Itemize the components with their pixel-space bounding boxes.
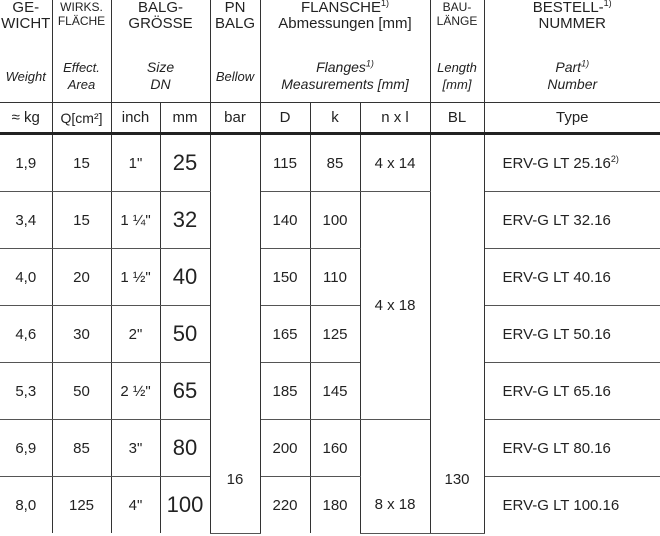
header-row-german [0,0,660,50]
dn-cell: 25 [160,134,210,192]
weight-cell: 8,0 [0,477,52,534]
inch-cell: 4" [111,477,160,534]
unit-bl: BL [430,103,484,134]
type-cell: ERV-G LT 32.16 [484,192,660,249]
k-cell: 85 [310,134,360,192]
unit-d: D [260,103,310,134]
unit-k: k [310,103,360,134]
area-cell: 15 [52,192,111,249]
dn-cell: 40 [160,249,210,306]
unit-nxl: n x l [360,103,430,134]
type-cell: ERV-G LT 100.16 [484,477,660,534]
area-cell: 50 [52,363,111,420]
table-row [0,477,660,534]
area-header: WIRKS. FLÄCHE [52,0,111,50]
type-cell: ERV-G LT 80.16 [484,420,660,477]
weight-cell: 3,4 [0,192,52,249]
table-row [0,306,660,363]
inch-cell: 2" [111,306,160,363]
area-cell: 85 [52,420,111,477]
unit-weight: ≈ kg [0,103,52,134]
table-row [0,363,660,420]
weight-cell: 5,3 [0,363,52,420]
k-cell: 100 [310,192,360,249]
inch-cell: 1 ½" [111,249,160,306]
inch-cell: 3" [111,420,160,477]
flanges-header-en: Flanges$^{1)}$ Measurements [mm] [260,50,430,103]
d-cell: 200 [260,420,310,477]
dn-cell: 80 [160,420,210,477]
weight-cell: 4,0 [0,249,52,306]
weight-cell: 1,9 [0,134,52,192]
k-cell: 160 [310,420,360,477]
table-row [0,134,660,192]
d-cell: 115 [260,134,310,192]
pn-header: PN BALG [210,0,260,50]
unit-type: Type [484,103,660,134]
k-cell: 145 [310,363,360,420]
pn-value-cell: 16 [210,134,260,534]
header-row-english [0,50,660,103]
dn-cell: 65 [160,363,210,420]
nxl-cell: 8 x 18 [360,420,430,534]
d-cell: 165 [260,306,310,363]
d-cell: 220 [260,477,310,534]
area-cell: 30 [52,306,111,363]
dn-cell: 50 [160,306,210,363]
d-cell: 150 [260,249,310,306]
area-cell: 20 [52,249,111,306]
k-cell: 180 [310,477,360,534]
inch-cell: 1 ¼" [111,192,160,249]
type-cell: ERV-G LT 25.16$^{2)}$ [484,134,660,192]
nxl-cell: 4 x 18 [360,192,430,420]
dn-cell: 100 [160,477,210,534]
type-cell: ERV-G LT 40.16 [484,249,660,306]
area-cell: 125 [52,477,111,534]
d-cell: 140 [260,192,310,249]
unit-area: Q[cm²] [52,103,111,134]
units-row [0,103,660,134]
type-cell: ERV-G LT 65.16 [484,363,660,420]
pn-header-en: Bellow [210,50,260,103]
k-cell: 125 [310,306,360,363]
inch-cell: 2 ½" [111,363,160,420]
unit-mm: mm [160,103,210,134]
dn-cell: 32 [160,192,210,249]
flanges-header: FLANSCHE$^{1)}$ Abmessungen [mm] [260,0,430,50]
size-header-en: Size DN [111,50,210,103]
bl-value-cell: 130 [430,134,484,534]
order-header: BESTELL-$^{1)}$ NUMMER [484,0,660,50]
table-row [0,192,660,249]
k-cell: 110 [310,249,360,306]
length-header: BAU- LÄNGE [430,0,484,50]
table-row [0,249,660,306]
unit-pn: bar [210,103,260,134]
order-header-en: Part$^{1)}$ Number [484,50,660,103]
weight-cell: 6,9 [0,420,52,477]
length-header-en: Length [mm] [430,50,484,103]
weight-cell: 4,6 [0,306,52,363]
size-header: BALG- GRÖSSE [111,0,210,50]
weight-header: GE- WICHT [0,0,52,50]
type-cell: ERV-G LT 50.16 [484,306,660,363]
weight-header-en: Weight [0,50,52,103]
unit-inch: inch [111,103,160,134]
inch-cell: 1" [111,134,160,192]
d-cell: 185 [260,363,310,420]
table-row [0,420,660,477]
nxl-cell: 4 x 14 [360,134,430,192]
area-cell: 15 [52,134,111,192]
area-header-en: Effect. Area [52,50,111,103]
